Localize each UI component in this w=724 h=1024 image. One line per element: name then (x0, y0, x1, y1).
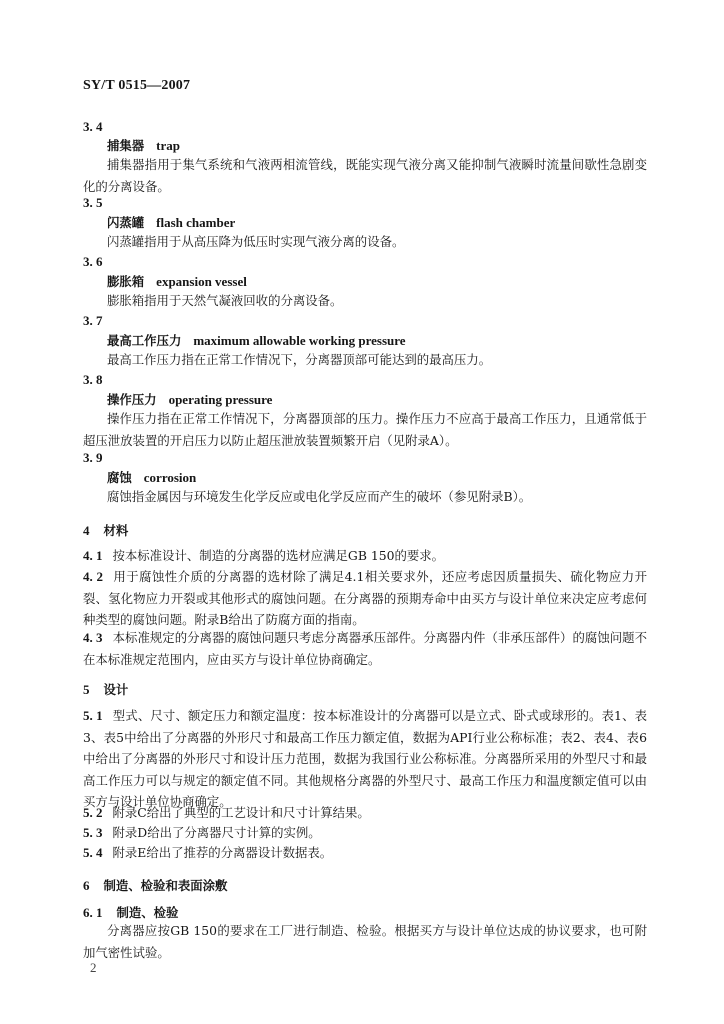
section-heading (83, 876, 227, 894)
clause-text: 用于腐蚀性介质的分离器的选材除了满足4.1相关要求外，还应考虑因质量损失、硫化物应力开裂、氢化物应力开裂或其他形式的腐蚀问题。在分离器的预期寿命中由买方与设计单位来决定应考虑何种类型的腐蚀问题。附录B给出了防腐方面的指南。 (83, 569, 647, 627)
term-heading (107, 331, 406, 349)
standard-number: SY/T 0515—2007 (83, 78, 191, 93)
term-en: expansion vessel (156, 274, 247, 289)
term-en: trap (156, 138, 181, 153)
term-number: 3. 8 (83, 372, 103, 387)
term-cn: 操作压力 (107, 392, 157, 407)
section-number: 5 (83, 682, 90, 697)
section-title: 设计 (103, 682, 129, 697)
clause-number: 5. 4 (83, 845, 103, 860)
term-heading (107, 272, 247, 290)
clause (83, 545, 647, 567)
subsection-heading (83, 903, 178, 921)
clause (83, 627, 647, 670)
clause-text: 型式、尺寸、额定压力和额定温度：按本标准设计的分离器可以是立式、卧式或球形的。表1、表3、表5中给出了分离器的外形尺寸和最高工作压力额定值，数据为API行业公称标准；表2、表4、表6中给出了分离器的外形尺寸和设计压力范围，数据为我国行业公称标准。分离器所采用的外型尺寸和最高工作压力可以与规定的额定值不同。其他规格分离器的外型尺寸、最高工作压力和温度额定值可以由买方与设计单位协商确定。 (83, 708, 648, 809)
term-number: 3. 5 (83, 195, 103, 210)
term-heading (107, 468, 196, 486)
term-cn: 膨胀箱 (107, 274, 145, 289)
term-definition: 捕集器指用于集气系统和气液两相流管线，既能实现气液分离又能抑制气液瞬时流量间歇性急剧变化的分离设备。 (83, 157, 647, 194)
section-title: 材料 (103, 523, 129, 538)
clause-text: 附录C给出了典型的工艺设计和尺寸计算结果。 (112, 805, 370, 820)
subsection-text: 分离器应按GB 150的要求在工厂进行制造、检验。根据买方与设计单位达成的协议要求，也可附加气密性试验。 (83, 923, 647, 960)
clause-text: 附录E给出了推荐的分离器设计数据表。 (112, 845, 333, 860)
term-number: 3. 9 (83, 450, 103, 465)
clause-number: 5. 3 (83, 825, 103, 840)
term-definition: 腐蚀指金属因与环境发生化学反应或电化学反应而产生的破坏（参见附录B）。 (107, 489, 532, 504)
term-number: 3. 4 (83, 119, 103, 134)
term-cn: 捕集器 (107, 138, 145, 153)
clause (83, 802, 647, 824)
clause-number: 4. 3 (83, 630, 103, 645)
clause-number: 5. 1 (83, 708, 103, 723)
clause-text: 按本标准设计、制造的分离器的选材应满足GB 150的要求。 (112, 548, 445, 563)
term-en: corrosion (143, 470, 197, 485)
clause-number: 4. 1 (83, 548, 103, 563)
term-cn: 腐蚀 (107, 470, 132, 485)
subsection-title: 制造、检验 (116, 905, 179, 920)
clause (83, 822, 647, 844)
term-en: maximum allowable working pressure (193, 333, 406, 348)
term-cn: 最高工作压力 (107, 333, 182, 348)
term-definition: 膨胀箱指用于天然气凝液回收的分离设备。 (107, 293, 343, 308)
term-en: flash chamber (156, 215, 236, 230)
term-number: 3. 6 (83, 254, 103, 269)
term-number: 3. 7 (83, 313, 103, 328)
section-heading (83, 680, 128, 698)
page-number: 2 (90, 960, 97, 975)
clause-text: 附录D给出了分离器尺寸计算的实例。 (112, 825, 321, 840)
term-heading (107, 136, 180, 154)
term-heading (107, 213, 235, 231)
section-title: 制造、检验和表面涂敷 (103, 878, 228, 893)
section-number: 4 (83, 523, 90, 538)
clause-number: 5. 2 (83, 805, 103, 820)
clause-text: 本标准规定的分离器的腐蚀问题只考虑分离器承压部件。分离器内件（非承压部件）的腐蚀问题不在本标准规定范围内，应由买方与设计单位协商确定。 (83, 630, 648, 667)
clause (83, 842, 647, 864)
term-definition: 操作压力指在正常工作情况下，分离器顶部的压力。操作压力不应高于最高工作压力，且通常低于超压泄放装置的开启压力以防止超压泄放装置频繁开启（见附录A）。 (83, 411, 647, 448)
clause (83, 566, 647, 631)
term-definition: 最高工作压力指在正常工作情况下，分离器顶部可能达到的最高压力。 (107, 352, 492, 367)
subsection-number: 6. 1 (83, 905, 103, 920)
term-definition: 闪蒸罐指用于从高压降为低压时实现气液分离的设备。 (107, 234, 405, 249)
term-en: operating pressure (168, 392, 273, 407)
clause (83, 705, 647, 813)
section-heading (83, 521, 128, 539)
clause-number: 4. 2 (83, 569, 103, 584)
section-number: 6 (83, 878, 90, 893)
term-cn: 闪蒸罐 (107, 215, 145, 230)
term-heading (107, 390, 272, 408)
